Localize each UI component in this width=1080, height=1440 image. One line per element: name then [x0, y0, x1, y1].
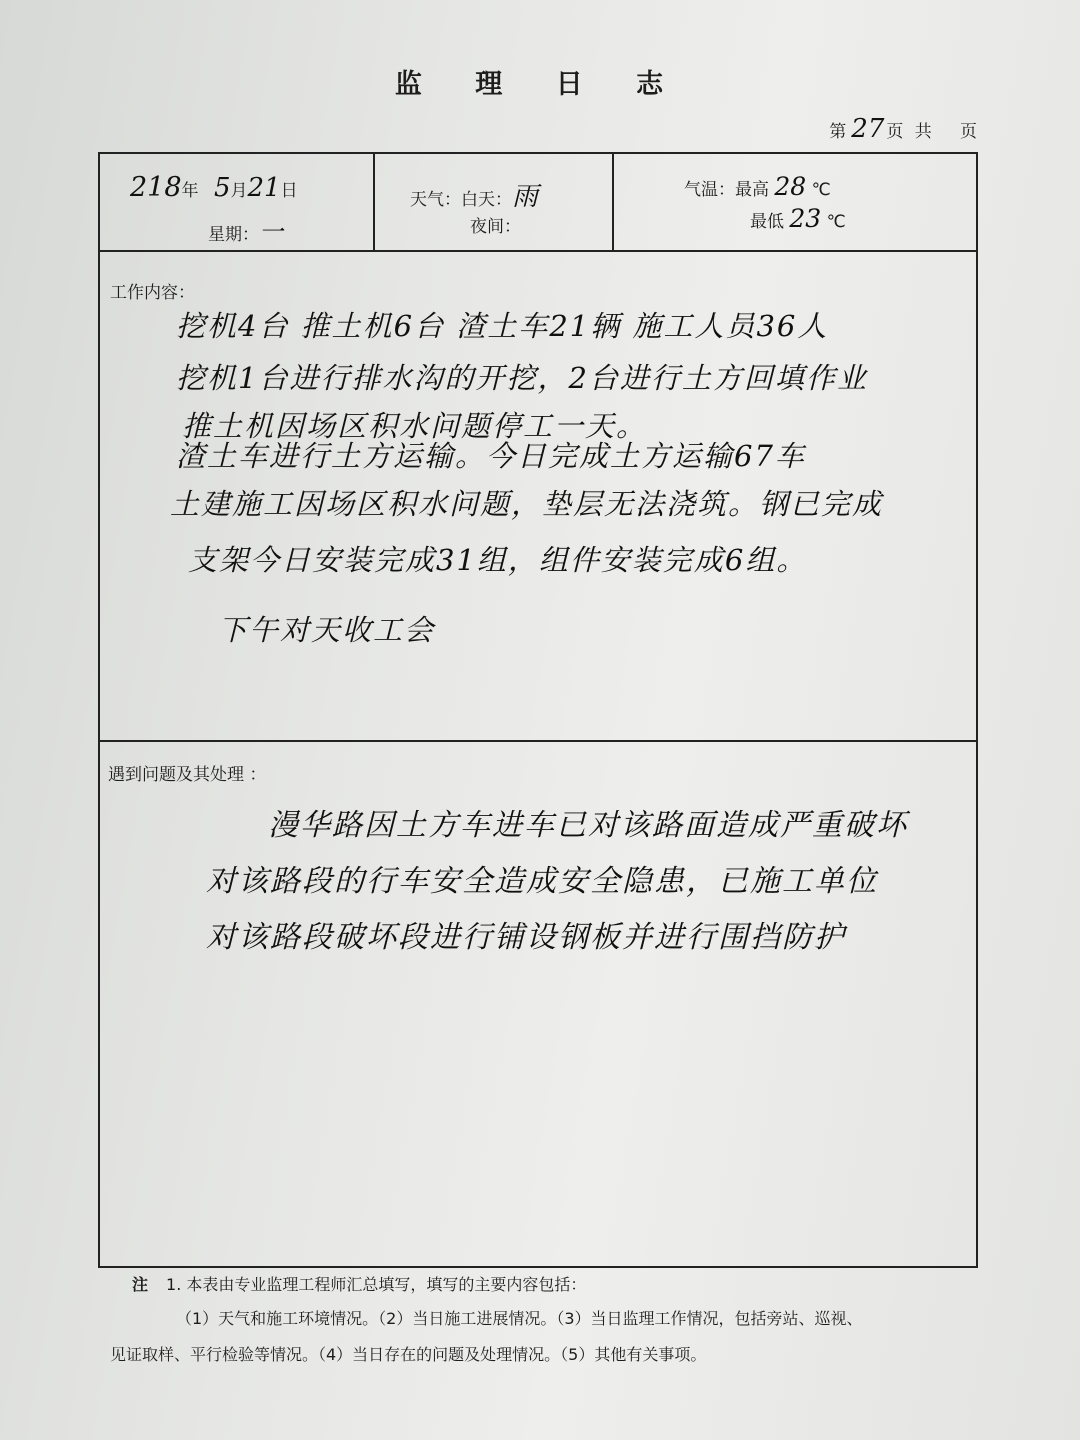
month-value: 5 [213, 173, 231, 203]
year-value: 218 [130, 172, 182, 203]
page-prefix: 第 [829, 122, 850, 142]
issue-line-3: 对该路段破坏段进行铺设钢板并进行围挡防护 [206, 920, 846, 955]
temp-high-value: 28 [774, 172, 807, 201]
weather-day-row [410, 176, 538, 213]
temp-low-label: 最低 [750, 212, 784, 232]
temp-low-unit: ℃ [826, 212, 846, 232]
page-suffix: 页 [960, 122, 980, 142]
weekday-label: 星期： [208, 225, 259, 245]
work-line-1: 挖机4台 推土机6台 渣土车21辆 施工人员36人 [176, 309, 829, 343]
work-line-4: 渣土车进行土方运输。今日完成土方运输67车 [176, 439, 806, 473]
weather-label: 天气： [410, 190, 461, 210]
work-line-5: 土建施工因场区积水问题，垫层无法浇筑。钢已完成 [170, 487, 884, 521]
row-divider-header [98, 250, 976, 252]
issues-label: 遇到问题及其处理 ： [108, 765, 267, 785]
note-line-1 [132, 1272, 586, 1295]
note-line-2: （1）天气和施工环境情况。（2）当日施工进展情况。（3）当日监理工作情况，包括旁站、巡视、 [176, 1309, 863, 1328]
weather-night-row [470, 212, 521, 237]
year-label: 年 [181, 181, 199, 201]
work-line-2: 挖机1台进行排水沟的开挖，2台进行土方回填作业 [176, 361, 868, 395]
page-number [829, 114, 980, 144]
weekday-row [208, 212, 283, 247]
note-line-3: 见证取样、平行检验等情况。（4）当日存在的问题及处理情况。（5）其他有关事项。 [110, 1345, 707, 1364]
day-value: 21 [247, 173, 281, 203]
col-divider-1 [373, 152, 375, 251]
temp-low-row [750, 204, 846, 233]
weekday-value: 一 [259, 218, 283, 246]
issue-line-2: 对该路段的行车安全造成安全隐患，已施工单位 [206, 864, 878, 899]
page-title: 监 理 日 志 [394, 69, 686, 100]
work-line-7: 下午对天收工会 [218, 613, 436, 647]
temp-high-row [684, 172, 831, 201]
work-line-6: 支架今日安装完成31组，组件安装完成6组。 [188, 543, 808, 577]
day-label: 日 [280, 181, 298, 201]
temp-low-value: 23 [789, 204, 822, 233]
col-divider-2 [612, 152, 614, 251]
issue-line-1: 漫华路因土方车进车已对该路面造成严重破坏 [268, 808, 908, 843]
temp-label: 气温： [684, 180, 735, 200]
date-cell [130, 172, 298, 203]
page-mid: 页 共 [886, 122, 935, 142]
work-content-label: 工作内容： [110, 283, 195, 303]
weather-day-value: 雨 [512, 182, 539, 212]
row-divider-work [98, 740, 976, 742]
weather-day-label: 白天： [461, 190, 512, 210]
work-line-3: 推土机因场区积水问题停工一天。 [182, 409, 648, 443]
page-number-value: 27 [851, 114, 885, 144]
month-label: 月 [230, 181, 248, 201]
temp-high-unit: ℃ [811, 180, 831, 200]
note-prefix: 注 [132, 1275, 149, 1294]
temp-high-label: 最高 [735, 180, 769, 200]
weather-night-label: 夜间： [470, 217, 521, 237]
note-text-1: 1. 本表由专业监理工程师汇总填写，填写的主要内容包括： [166, 1275, 587, 1294]
